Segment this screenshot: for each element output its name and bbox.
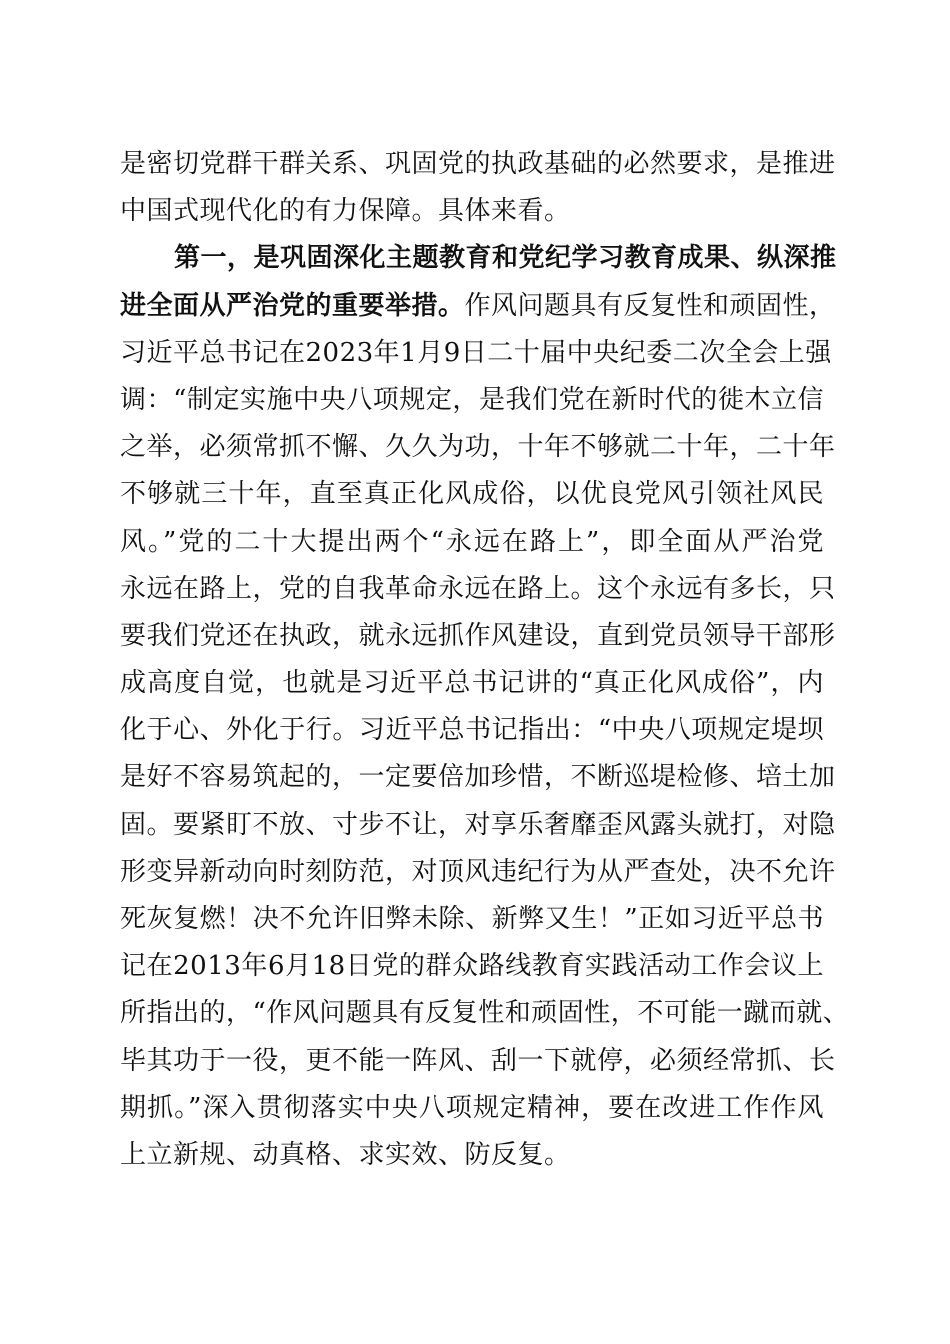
paragraph-2-line-12: 是好不容易筑起的，一定要倍加珍惜，不断巡堤检修、培土加: [120, 762, 836, 793]
paragraph-2-line-15: 死灰复燃！决不允许旧弊未除、新弊又生！”正如习近平总书: [120, 904, 824, 934]
paragraph-2-heading-line-1: 第一，是巩固深化主题教育和党纪学习教育成果、纵深推: [174, 243, 837, 274]
document-page: [120, 141, 850, 1179]
paragraph-2-line-10: 成高度自觉，也就是习近平总书记讲的“真正化风成俗”，内: [120, 668, 824, 699]
paragraph-2-line-2-text: 作风问题具有反复性和顽固性，: [464, 290, 836, 321]
paragraph-2-heading-line-2: 进全面从严治党的重要举措。: [120, 290, 465, 321]
paragraph-2-line-16: 记在2013年6月18日党的群众路线教育实践活动工作会议上: [120, 951, 824, 982]
paragraph-2-line-4: 调：“制定实施中央八项规定，是我们党在新时代的徙木立信: [120, 384, 824, 415]
paragraph-2-line-19: 期抓。”深入贯彻落实中央八项规定精神，要在改进工作作风: [120, 1092, 824, 1123]
paragraph-2-line-13: 固。要紧盯不放、寸步不让，对享乐奢靡歪风露头就打，对隐: [120, 809, 836, 840]
paragraph-1-line-1: 是密切党群干群关系、巩固党的执政基础的必然要求，是推进: [120, 149, 836, 179]
paragraph-2-line-9: 要我们党还在执政，就永远抓作风建设，直到党员领导干部形: [120, 620, 836, 651]
paragraph-2-line-18: 毕其功于一役，更不能一阵风、刮一下就停，必须经常抓、长: [120, 1045, 836, 1076]
paragraph-2-line-7: 风。”党的二十大提出两个“永远在路上”，即全面从严治党: [120, 526, 824, 557]
paragraph-2-line-11: 化于心、外化于行。习近平总书记指出：“中央八项规定堤坝: [120, 715, 824, 746]
paragraph-1-line-2: 中国式现代化的有力保障。具体来看。: [120, 196, 571, 227]
paragraph-2-line-17: 所指出的，“作风问题具有反复性和顽固性，不可能一蹴而就、: [120, 998, 850, 1029]
paragraph-2-line-14: 形变异新动向时刻防范，对顶风违纪行为从严查处，决不允许: [120, 856, 836, 887]
paragraph-2-line-20: 上立新规、动真格、求实效、防反复。: [120, 1139, 571, 1170]
paragraph-2-line-2: [120, 283, 836, 330]
paragraph-2-line-6: 不够就三十年，直至真正化风成俗，以优良党风引领社风民: [120, 479, 824, 510]
paragraph-2-line-8: 永远在路上，党的自我革命永远在路上。这个永远有多长，只: [120, 573, 836, 604]
paragraph-2-line-5: 之举，必须常抓不懈、久久为功，十年不够就二十年，二十年: [120, 432, 836, 463]
paragraph-2-line-3: 习近平总书记在2023年1月9日二十届中央纪委二次全会上强: [120, 337, 832, 368]
